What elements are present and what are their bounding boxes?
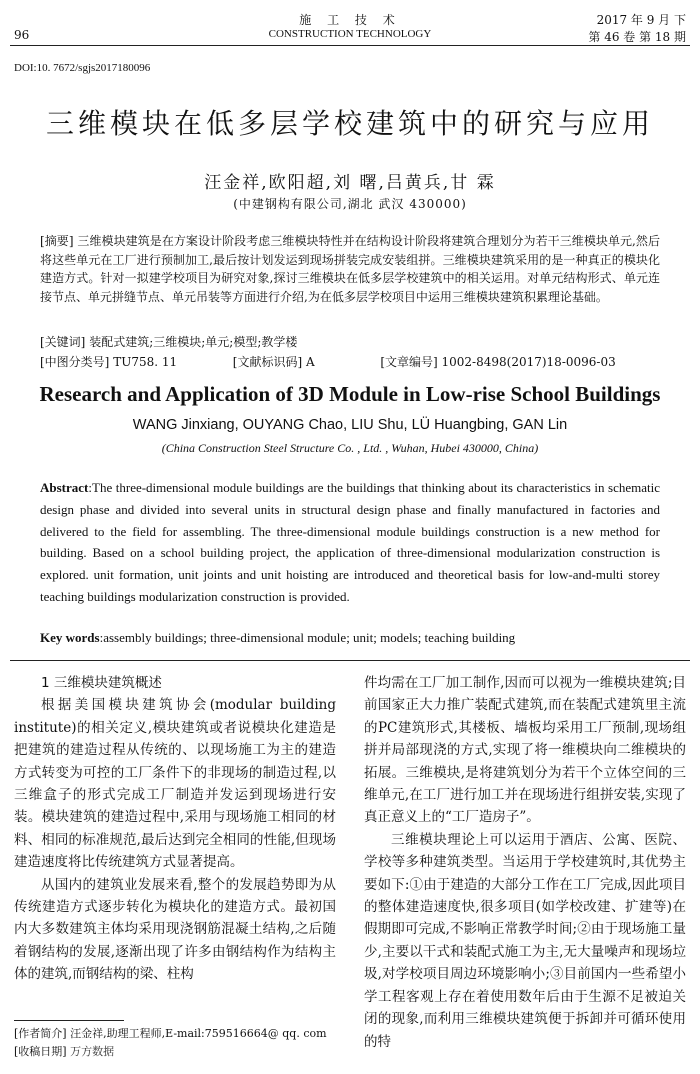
keywords-cn	[40, 333, 660, 350]
footnote-rule	[14, 1020, 124, 1021]
authors-cn: 汪金祥,欧阳超,刘 曙,吕黄兵,甘 霖	[204, 173, 496, 193]
abstract-cn-text: 三维模块建筑是在方案设计阶段考虑三维模块特性并在结构设计阶段将建筑合理划分为若干三维模块单元,然后将这些单元在工厂进行预制加工,最后按计划发运到现场拼装完成安装组拼。三维模块建筑采用的是一种真正的模块化建造方式。针对一拟建学校项目为研究对象,探讨三维模块在低多层学校建筑中的相关运用。对单元结构形式、单元连接节点、单元拼缝节点、单元吊装等方面进行介绍,为在低多层学校项目中运用三维模块建筑积累理论基础。	[40, 234, 660, 304]
doi: DOI:10. 7672/sgjs2017180096	[14, 62, 151, 74]
classification-row	[40, 353, 660, 370]
affiliation-en: (China Construction Steel Structure Co. , Ltd. , Wuhan, Hubei 430000, China)	[161, 441, 539, 455]
body-right-column	[364, 672, 686, 1053]
keywords-en-label: Key words	[40, 630, 100, 645]
abstract-divider	[10, 660, 690, 661]
keywords-cn-text: 装配式建筑;三维模块;单元;模型;教学楼	[89, 335, 298, 349]
paragraph: 根据美国模块建筑协会(modular building institute)的相关定义,模块建筑或者说模块化建造是把建筑的建造过程从传统的、以现场施工为主的建造方式转变为可控的工厂条件下的非现场的制造过程,以三维盒子的形式完成工厂制造并发运到现场进行安装。模块建筑的建造过程中,采用与现场施工相同的材料、相同的标准规范,最后达到完全相同的性能,但现场建造速度将比传统建筑方式显著提高。	[14, 697, 336, 871]
abstract-en-text: :The three-dimensional module buildings are the buildings that thinking about its characteristics in schematic design phase and divided into several units in structural design phase and finally manufactured in factories and delivered to the field for assembling. The three-dimensional module buildings construction is a new method for building. Based on a school building project, the application of three-dimensional modularization construction is explored. unit formation, unit joints and unit hoisting are introduced and theoretical basis for low-and-multi storey teaching buildings modularization construction is provided.	[40, 480, 660, 604]
author-bio-label: [作者简介]	[14, 1027, 67, 1040]
header-rule	[10, 45, 690, 46]
keywords-cn-label: [关键词]	[40, 335, 86, 349]
page-number: 96	[14, 28, 30, 42]
paragraph: 件均需在工厂加工制作,因而可以视为一维模块建筑;目前国家正大力推广装配式建筑,而在装配式建筑里主流的PC建筑形式,其楼板、墙板均采用工厂预制,现场组拼并局部现浇的方式,实现了将一维模块向二维模块的拓展。三维模块,是将建筑划分为若干个立体空间的三维单元,在工厂进行加工并在现场进行组拼安装,实现了真正意义上的“工厂造房子”。	[364, 675, 686, 826]
affiliation-cn: (中建钢构有限公司,湖北 武汉 430000)	[233, 197, 467, 211]
authors-en: WANG Jinxiang, OUYANG Chao, LIU Shu, LÜ Huangbing, GAN Lin	[132, 417, 568, 433]
received-date-label: [收稿日期]	[14, 1045, 67, 1058]
title-en: Research and Application of 3D Module in Low-rise School Buildings	[39, 382, 661, 406]
body-left-column	[14, 672, 336, 986]
abstract-cn	[40, 232, 660, 306]
clc-label: [中图分类号]	[40, 355, 110, 369]
journal-name-cn: 施 工 技 术	[299, 13, 401, 27]
paragraph: 三维模块理论上可以运用于酒店、公寓、医院、学校等多种建筑类型。当运用于学校建筑时,其优势主要如下:①由于建造的大部分工作在工厂完成,因此项目的整体建造速度快,很多项目(如学校改建、扩建等)在假期即可完成,不影响正常教学时间;②由于现场施工量少,主要以干式和装配式施工为主,无大量噪声和现场垃圾,对学校项目周边环境影响小;③目前国内一些希望小学工程客观上存在着使用数年后由于生源不足被迫关闭的现象,而利用三维模块建筑便于拆卸并可循环使用的特	[364, 831, 686, 1050]
article-number-label: [文章编号]	[380, 355, 438, 369]
issue-date: 2017 年 9 月 下	[596, 13, 686, 27]
section-title: 1 三维模块建筑概述	[41, 675, 162, 691]
journal-name-en: CONSTRUCTION TECHNOLOGY	[268, 28, 432, 40]
keywords-en-text: :assembly buildings; three-dimensional module; unit; models; teaching building	[99, 630, 516, 645]
watermark-text: 万方数据	[70, 1045, 115, 1058]
abstract-en	[40, 477, 660, 608]
footnote-received	[14, 1043, 336, 1060]
doc-code-label: [文献标识码]	[232, 355, 303, 369]
abstract-cn-label: [摘要]	[40, 234, 74, 248]
doc-code-value: A	[305, 355, 315, 369]
paragraph: 从国内的建筑业发展来看,整个的发展趋势即为从传统建造方式逐步转化为模块化的建造方式。最初国内大多数建筑主体均采用现浇钢筋混凝土结构,之后随着钢结构的发展,逐渐出现了许多由钢结构作为结构主体的建筑,而钢结构的梁、柱构	[14, 876, 336, 983]
title-cn: 三维模块在低多层学校建筑中的研究与应用	[45, 107, 654, 140]
author-bio-text: 汪金祥,助理工程师,E-mail:759516664@ qq. com	[70, 1027, 327, 1040]
keywords-en	[40, 630, 660, 646]
footnote-author	[14, 1025, 336, 1042]
clc-value: TU758. 11	[113, 355, 178, 369]
abstract-en-label: Abstract	[40, 480, 89, 495]
volume-issue: 第 46 卷 第 18 期	[588, 30, 686, 44]
article-number-value: 1002-8498(2017)18-0096-03	[441, 355, 616, 369]
